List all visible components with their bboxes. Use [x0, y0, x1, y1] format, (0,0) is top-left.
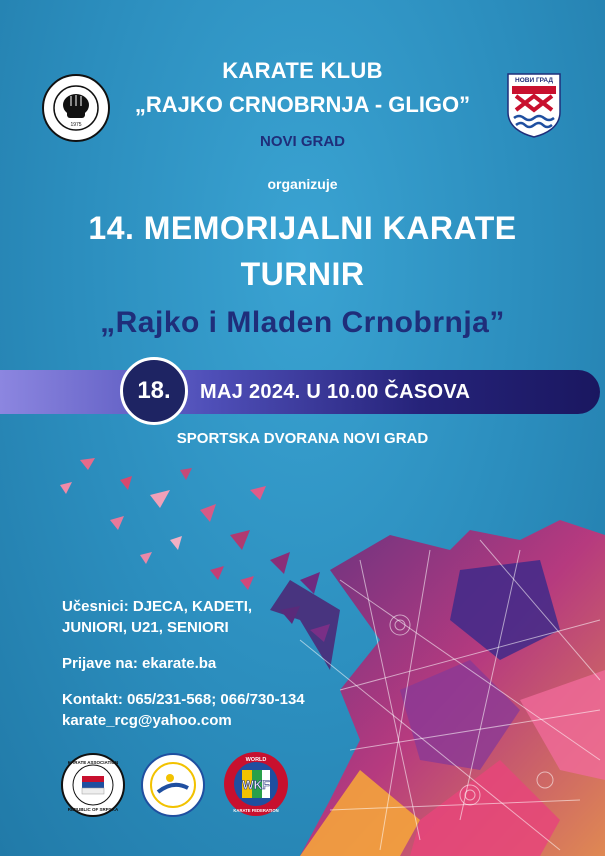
- contact-phones: Kontakt: 065/231-568; 066/730-134: [62, 691, 305, 708]
- contact-email[interactable]: karate_rcg@yahoo.com: [62, 712, 232, 729]
- registration-line: [62, 655, 216, 672]
- association-top-text: KARATE ASSOCIATION: [67, 760, 119, 765]
- event-title-line-1: 14. MEMORIJALNI KARATE: [88, 210, 517, 246]
- date-time-text: MAJ 2024. U 10.00 ČASOVA: [200, 381, 471, 403]
- club-name: „RAJKO CRNOBRNJA - GLIGO”: [134, 92, 471, 117]
- karate-association-logo: [60, 752, 126, 818]
- club-logo-year: 1975: [70, 122, 82, 128]
- club-title: KARATE KLUB: [222, 58, 383, 83]
- intro-text: organizuje: [267, 176, 338, 192]
- registration-label: Prijave na:: [62, 655, 138, 672]
- participants-line-2: JUNIORI, U21, SENIORI: [62, 619, 229, 636]
- wkf-bottom-text: KARATE FEDERATION: [233, 808, 279, 813]
- wkf-center-text: WKF: [242, 778, 270, 792]
- venue-text: SPORTSKA DVORANA NOVI GRAD: [176, 430, 429, 447]
- wkf-logo: [222, 750, 290, 818]
- date-day-badge: 18.: [120, 357, 188, 425]
- registration-site-link[interactable]: ekarate.ba: [142, 655, 217, 672]
- wkf-top-text: WORLD: [245, 757, 267, 763]
- event-title-line-2: TURNIR: [240, 256, 365, 292]
- bih-federation-logo: [140, 752, 206, 818]
- club-city: NOVI GRAD: [259, 133, 345, 150]
- participants-line-1: Učesnici: DJECA, KADETI,: [62, 598, 253, 615]
- event-name: „Rajko i Mladen Crnobrnja”: [100, 306, 505, 339]
- association-bottom-text: REPUBLIC OF SRPSKA: [67, 807, 119, 812]
- city-logo-label: НОВИ ГРАД: [515, 77, 553, 84]
